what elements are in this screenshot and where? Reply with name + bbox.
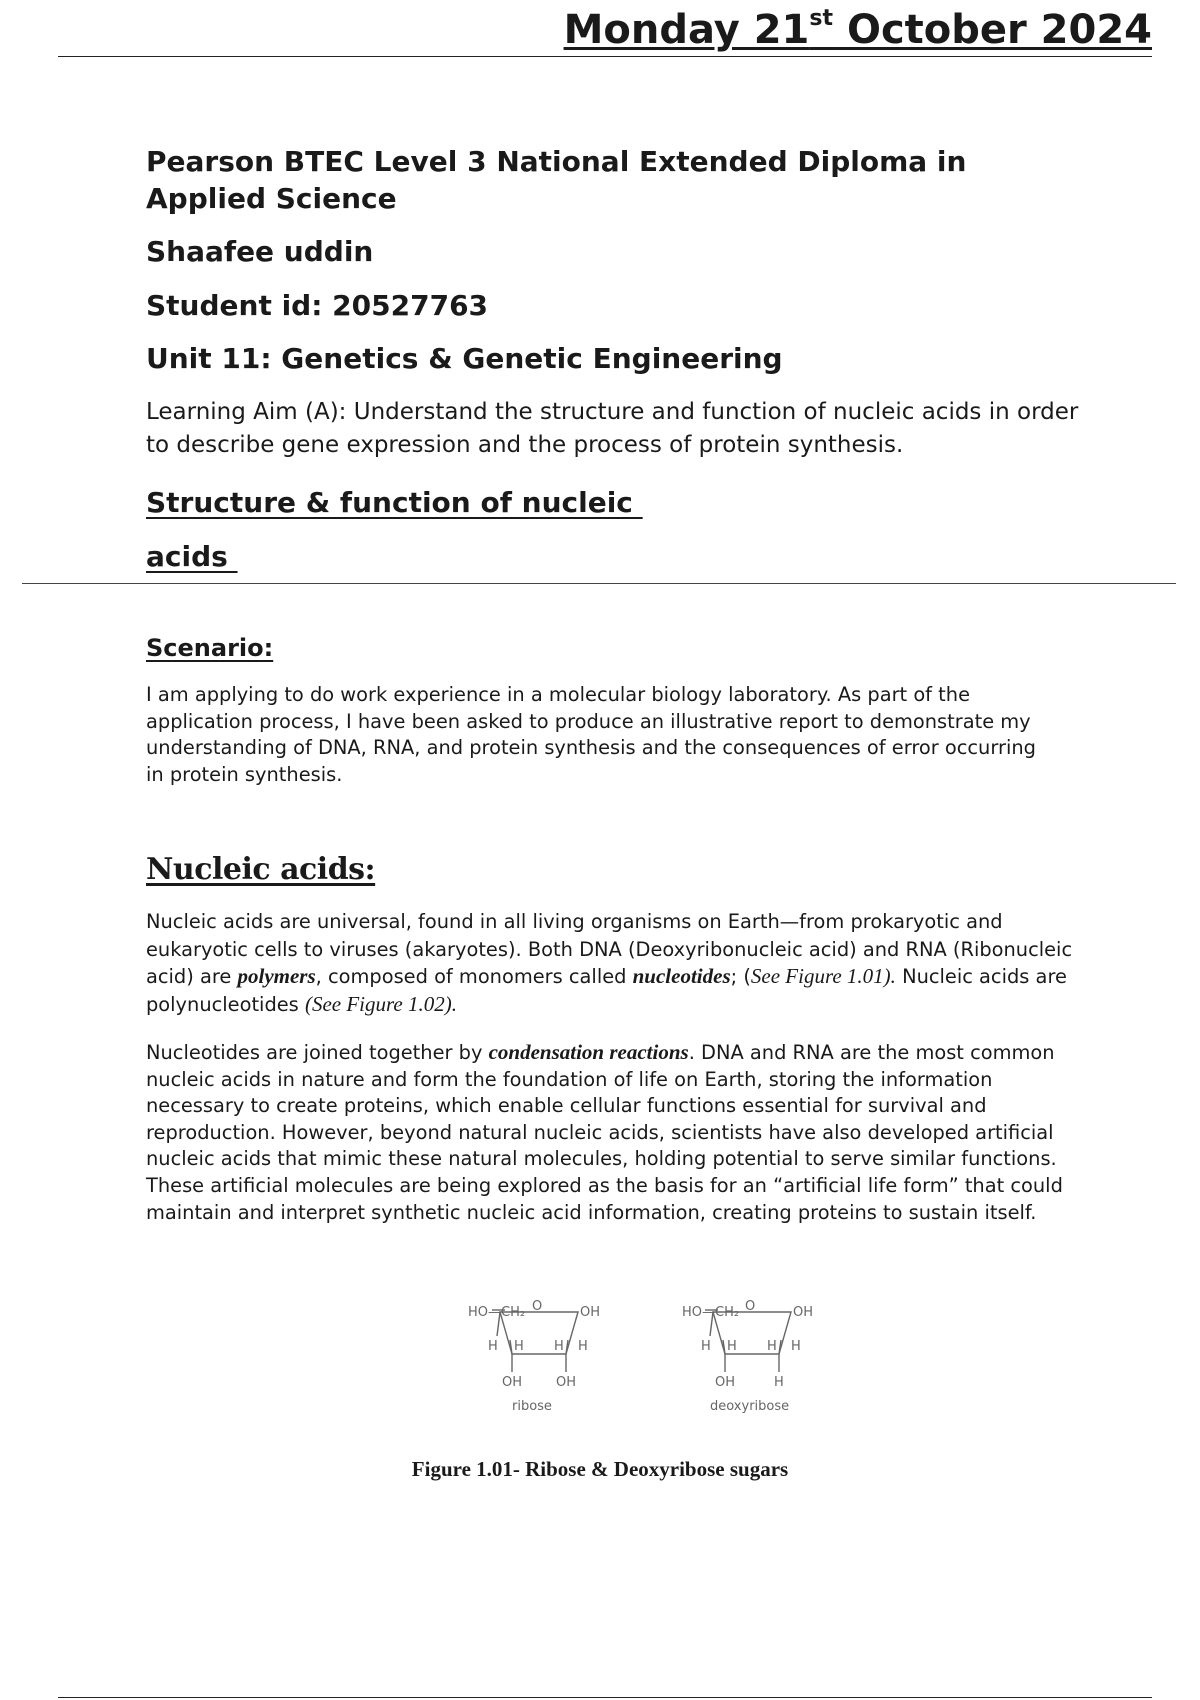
student-name: Shaafee uddin — [146, 235, 374, 268]
ribose-ho-ch2: HO—CH₂ — [468, 1305, 526, 1320]
ribose-h-4: H — [578, 1339, 588, 1354]
ribose-h-1: H — [488, 1339, 498, 1354]
deoxyribose-oh-top: OH — [793, 1305, 814, 1320]
section-title-line2: acids — [146, 540, 238, 573]
header-rule — [58, 56, 1152, 57]
figure-caption: Figure 1.01- Ribose & Deoxyribose sugars — [411, 1457, 789, 1481]
term-polymers: polymers — [237, 964, 316, 988]
deoxyribose-ho-ch2: HO—CH₂ — [682, 1305, 740, 1320]
deoxyribose-h-1: H — [701, 1339, 711, 1354]
deoxyribose-h-3: H — [767, 1339, 777, 1354]
ribose-h-2: H — [514, 1339, 524, 1354]
section-title — [146, 476, 666, 584]
nucleic-acids-paragraph-1: Nucleic acids are universal, found in all living organisms on Earth—from prokaryotic and eukaryotic cells to viruses (akaryotes). Both DNA (Deoxyribonucleic acid) and RNA (Ribonucleic acid) are polymers, composed of monomers called nucleotides; (See Figure 1.01). Nucleic acids are polynucleotides (See Figure 1.02). — [146, 910, 1073, 1016]
section-divider — [22, 583, 1176, 584]
ribose-h-3: H — [554, 1339, 564, 1354]
nucleic-acids-paragraph-2: Nucleotides are joined together by condensation reactions. DNA and RNA are the most common nucleic acids in nature and form the foundation of life on Earth, storing the information necessary to create proteins, which enable cellular functions essential for survival and reproduction. However, beyond natural nucleic acids, scientists have also developed artificial nucleic acids that mimic these natural molecules, holding potential to serve similar functions. These artificial molecules are being explored as the basis for an “artificial life form” that could maintain and interpret synthetic nucleic acid information, creating proteins to sustain itself. — [146, 1040, 1063, 1224]
document-date: Monday 21st October 2024 — [563, 6, 1152, 53]
deoxyribose-h-bottom: H — [774, 1375, 784, 1390]
deoxyribose-h-4: H — [791, 1339, 801, 1354]
ribose-oh-1: OH — [502, 1375, 523, 1390]
deoxyribose-h-2: H — [727, 1339, 737, 1354]
ribose-oh-2: OH — [556, 1375, 577, 1390]
deoxyribose-oh-1: OH — [715, 1375, 736, 1390]
footer-rule — [58, 1697, 1152, 1698]
deoxyribose-label: deoxyribose — [710, 1399, 790, 1414]
ribose-o: O — [532, 1299, 543, 1314]
deoxyribose-o: O — [745, 1299, 756, 1314]
ribose-oh-top: OH — [580, 1305, 601, 1320]
scenario-text: I am applying to do work experience in a molecular biology laboratory. As part of the application process, I have been asked to produce an illustrative report to demonstrate my understanding of DNA, RNA, and protein synthesis and the consequences of error occurring in protein synthesis. — [146, 683, 1036, 786]
term-condensation-reactions: condensation reactions — [488, 1040, 689, 1064]
scenario-heading: Scenario: — [146, 634, 274, 662]
qualification-title: Pearson BTEC Level 3 National Extended Diploma in Applied Science — [146, 145, 967, 215]
sugar-structures-figure — [460, 1290, 880, 1440]
figure-ref-101: See Figure 1.01). — [750, 964, 896, 988]
student-id: Student id: 20527763 — [146, 289, 489, 322]
figure-ref-102: (See Figure 1.02). — [304, 991, 457, 1016]
section-title-line1: Structure & function of nucleic — [146, 486, 643, 519]
term-nucleotides: nucleotides — [632, 964, 731, 988]
learning-aim: Learning Aim (A): Understand the structure and function of nucleic acids in order to describe gene expression and the process of protein synthesis. — [146, 399, 1079, 458]
ribose-label: ribose — [512, 1399, 552, 1414]
unit-title: Unit 11: Genetics & Genetic Engineering — [146, 342, 783, 375]
nucleic-acids-heading: Nucleic acids: — [146, 852, 376, 887]
